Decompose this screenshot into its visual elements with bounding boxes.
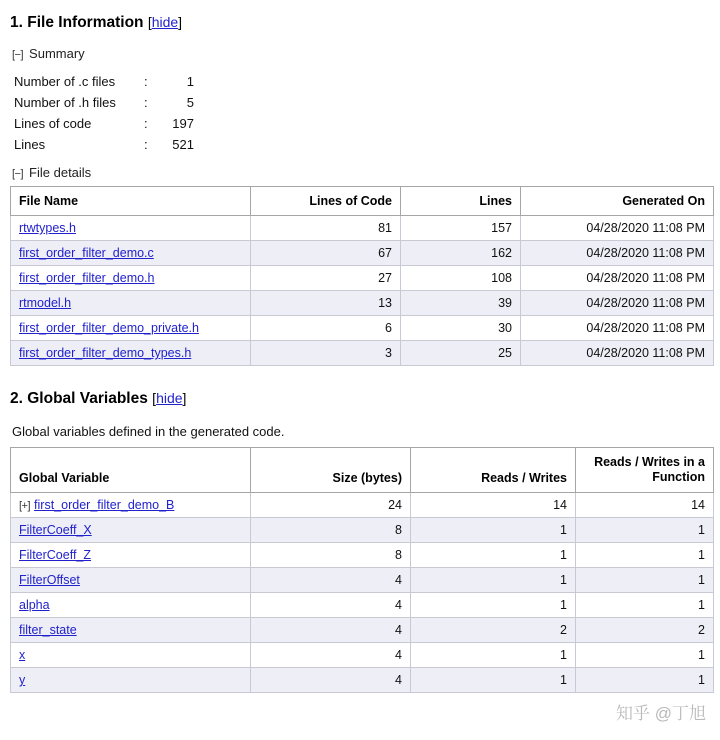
- variable-link[interactable]: first_order_filter_demo_B: [34, 498, 175, 512]
- section-heading-text: File Information: [27, 14, 144, 31]
- reads-writes-function-cell: 1: [576, 668, 714, 693]
- size-cell: 24: [251, 493, 411, 518]
- column-header-file-name: File Name: [11, 187, 251, 216]
- table-row: [11, 518, 714, 543]
- summary-row-colon: :: [144, 74, 148, 89]
- summary-row-label: Lines: [14, 137, 46, 152]
- section-heading-text: Global Variables: [27, 390, 148, 407]
- file-link[interactable]: first_order_filter_demo.h: [19, 271, 155, 285]
- file-link[interactable]: first_order_filter_demo_types.h: [19, 346, 192, 360]
- hide-toggle-file-information: [148, 14, 182, 30]
- file-details-toggle-row[interactable]: [12, 165, 712, 180]
- section-title-file-information: [10, 14, 712, 32]
- size-cell: 8: [251, 543, 411, 568]
- generated-on-cell: 04/28/2020 11:08 PM: [521, 216, 714, 241]
- size-cell: 4: [251, 643, 411, 668]
- summary-row-value: 521: [172, 137, 194, 152]
- watermark: 知乎 @丁旭: [616, 704, 706, 723]
- generated-on-cell: 04/28/2020 11:08 PM: [521, 316, 714, 341]
- lines-cell: 162: [401, 241, 521, 266]
- column-header-reads-writes: Reads / Writes: [411, 448, 576, 493]
- table-header-row: [11, 187, 714, 216]
- lines-of-code-cell: 27: [251, 266, 401, 291]
- section-number: 2.: [10, 390, 23, 407]
- summary-label: Summary: [29, 46, 85, 61]
- hide-toggle-global-variables: [152, 390, 186, 406]
- file-name-cell: [11, 266, 251, 291]
- global-variable-cell: [11, 568, 251, 593]
- summary-row: [14, 134, 712, 155]
- summary-toggle-row[interactable]: [12, 46, 712, 61]
- file-name-cell: [11, 316, 251, 341]
- hide-link-file-information[interactable]: hide: [151, 14, 179, 30]
- table-row: [11, 291, 714, 316]
- generated-on-cell: 04/28/2020 11:08 PM: [521, 291, 714, 316]
- generated-on-cell: 04/28/2020 11:08 PM: [521, 241, 714, 266]
- reads-writes-function-cell: 1: [576, 593, 714, 618]
- variable-link[interactable]: y: [19, 673, 26, 687]
- lines-cell: 25: [401, 341, 521, 366]
- global-variable-cell: [11, 593, 251, 618]
- table-row: [11, 493, 714, 518]
- variable-link[interactable]: x: [19, 648, 26, 662]
- global-variable-cell: [11, 668, 251, 693]
- summary-row-value: 5: [186, 95, 194, 110]
- column-header-global-variable: Global Variable: [11, 448, 251, 493]
- bracket-open: [: [152, 390, 157, 406]
- table-row: [11, 568, 714, 593]
- lines-cell: 157: [401, 216, 521, 241]
- summary-row-value: 197: [172, 116, 194, 131]
- lines-of-code-cell: 13: [251, 291, 401, 316]
- summary-row-colon: :: [144, 116, 148, 131]
- file-link[interactable]: first_order_filter_demo_private.h: [19, 321, 199, 335]
- global-variable-cell: [11, 543, 251, 568]
- file-name-cell: [11, 341, 251, 366]
- table-row: [11, 618, 714, 643]
- summary-row-label: Number of .c files: [14, 74, 116, 89]
- summary-row-label: Number of .h files: [14, 95, 116, 110]
- table-row: [11, 216, 714, 241]
- global-variables-table: [10, 447, 714, 693]
- reads-writes-cell: 2: [411, 618, 576, 643]
- bracket-close: ]: [182, 390, 187, 406]
- reads-writes-cell: 1: [411, 593, 576, 618]
- summary-row-label: Lines of code: [14, 116, 92, 131]
- size-cell: 4: [251, 618, 411, 643]
- variable-link[interactable]: alpha: [19, 598, 50, 612]
- global-variable-cell: [11, 493, 251, 518]
- summary-row: [14, 113, 712, 134]
- reads-writes-function-cell: 1: [576, 568, 714, 593]
- reads-writes-cell: 1: [411, 668, 576, 693]
- expand-icon[interactable]: [+]: [19, 500, 31, 512]
- lines-cell: 30: [401, 316, 521, 341]
- table-row: [11, 266, 714, 291]
- lines-of-code-cell: 3: [251, 341, 401, 366]
- lines-of-code-cell: 6: [251, 316, 401, 341]
- column-header-generated-on: Generated On: [521, 187, 714, 216]
- reads-writes-function-cell: 2: [576, 618, 714, 643]
- global-variable-cell: [11, 518, 251, 543]
- variable-link[interactable]: FilterCoeff_Z: [19, 548, 92, 562]
- bracket-open: [: [147, 14, 152, 30]
- file-link[interactable]: rtwtypes.h: [19, 221, 76, 235]
- table-row: [11, 241, 714, 266]
- column-header-lines-of-code: Lines of Code: [251, 187, 401, 216]
- section-number: 1.: [10, 14, 23, 31]
- table-row: [11, 316, 714, 341]
- summary-row-value: 1: [186, 74, 194, 89]
- size-cell: 4: [251, 593, 411, 618]
- global-variables-description: Global variables defined in the generated code.: [12, 424, 285, 439]
- table-row: [11, 543, 714, 568]
- reads-writes-cell: 1: [411, 568, 576, 593]
- lines-of-code-cell: 81: [251, 216, 401, 241]
- bracket-close: ]: [178, 14, 183, 30]
- global-variable-cell: [11, 643, 251, 668]
- file-link[interactable]: first_order_filter_demo.c: [19, 246, 154, 260]
- summary-row-colon: :: [144, 95, 148, 110]
- reads-writes-function-cell: 1: [576, 543, 714, 568]
- reads-writes-cell: 1: [411, 643, 576, 668]
- summary-list: [14, 71, 712, 155]
- column-header-reads-writes-in-a-function: Reads / Writes in a Function: [576, 448, 714, 493]
- variable-link[interactable]: filter_state: [19, 623, 77, 637]
- section-title-global-variables: [10, 390, 712, 408]
- variable-link[interactable]: FilterCoeff_X: [19, 523, 92, 537]
- table-row: [11, 643, 714, 668]
- file-name-cell: [11, 241, 251, 266]
- reads-writes-cell: 1: [411, 543, 576, 568]
- file-details-table: [10, 186, 714, 366]
- lines-cell: 108: [401, 266, 521, 291]
- table-row: [11, 341, 714, 366]
- size-cell: 4: [251, 568, 411, 593]
- size-cell: 4: [251, 668, 411, 693]
- collapse-icon-summary[interactable]: [−]: [12, 49, 24, 61]
- reads-writes-function-cell: 1: [576, 643, 714, 668]
- global-variable-cell: [11, 618, 251, 643]
- file-details-label: File details: [29, 165, 92, 180]
- file-link[interactable]: rtmodel.h: [19, 296, 72, 310]
- size-cell: 8: [251, 518, 411, 543]
- file-name-cell: [11, 291, 251, 316]
- column-header-size-bytes: Size (bytes): [251, 448, 411, 493]
- collapse-icon-file-details[interactable]: [−]: [12, 168, 24, 180]
- table-row: [11, 593, 714, 618]
- summary-row: [14, 92, 712, 113]
- summary-row-colon: :: [144, 137, 148, 152]
- reads-writes-function-cell: 1: [576, 518, 714, 543]
- column-header-lines: Lines: [401, 187, 521, 216]
- reads-writes-function-cell: 14: [576, 493, 714, 518]
- lines-of-code-cell: 67: [251, 241, 401, 266]
- lines-cell: 39: [401, 291, 521, 316]
- reads-writes-cell: 14: [411, 493, 576, 518]
- reads-writes-cell: 1: [411, 518, 576, 543]
- hide-link-global-variables[interactable]: hide: [156, 390, 183, 406]
- generated-on-cell: 04/28/2020 11:08 PM: [521, 266, 714, 291]
- table-row: [11, 668, 714, 693]
- summary-row: [14, 71, 712, 92]
- variable-link[interactable]: FilterOffset: [19, 573, 80, 587]
- table-header-row: [11, 448, 714, 493]
- file-name-cell: [11, 216, 251, 241]
- generated-on-cell: 04/28/2020 11:08 PM: [521, 341, 714, 366]
